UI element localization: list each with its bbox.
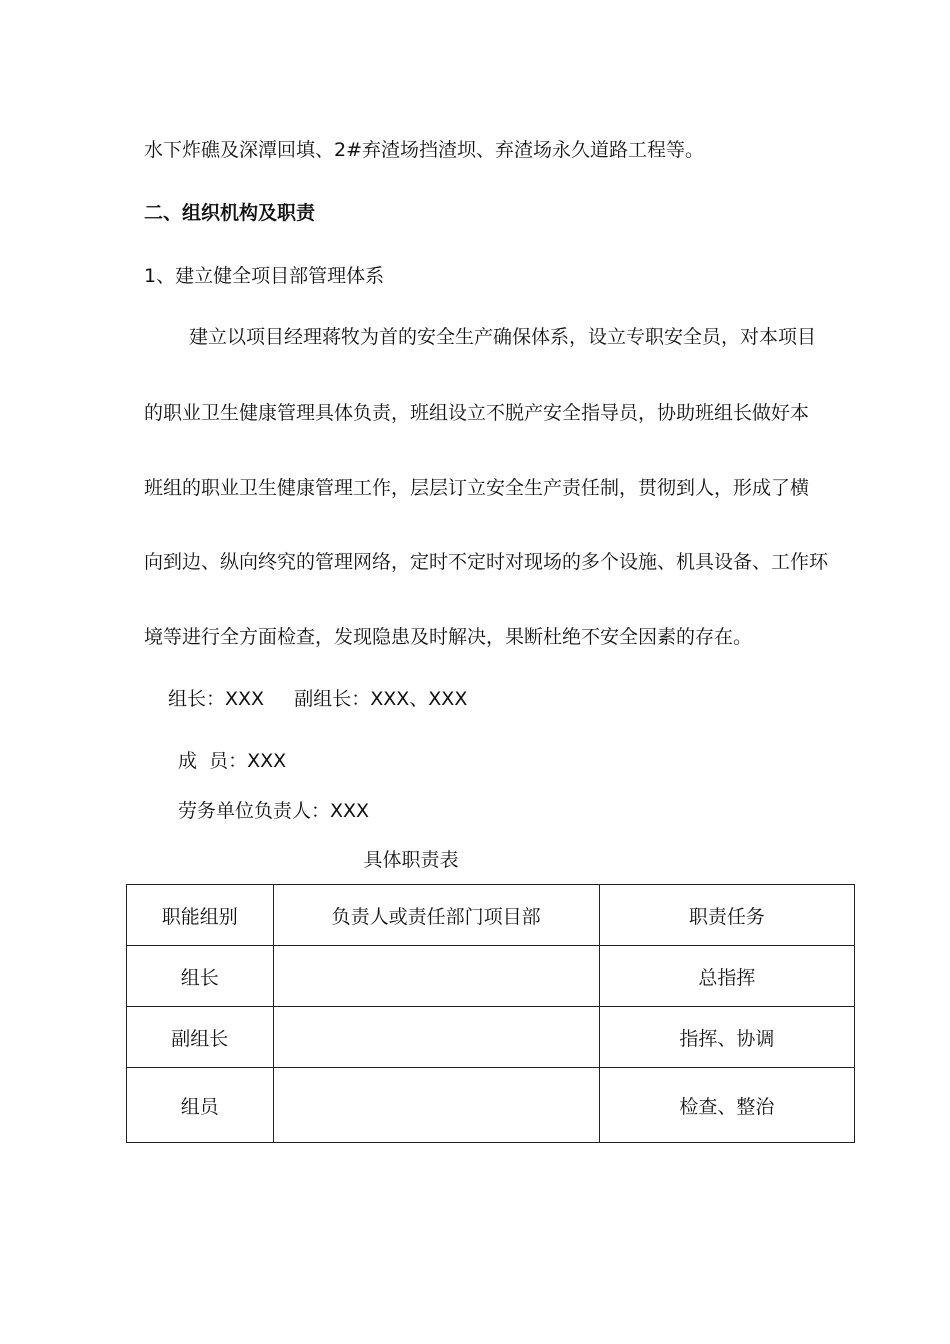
table-row: [127, 1007, 855, 1068]
header-cell: 职能组别: [127, 885, 274, 946]
labor-leader-line: 劳务单位负责人：XXX: [178, 800, 370, 822]
table-title: 具体职责表: [363, 849, 459, 871]
table-row: [127, 946, 855, 1007]
section-heading: 二、组织机构及职责: [144, 202, 316, 224]
member-line: 成 员：XXX: [178, 750, 287, 772]
table-row: [127, 1068, 855, 1143]
intro-line: 水下炸礁及深潭回填、2#弃渣场挡渣坝、弃渣场永久道路工程等。: [144, 139, 705, 161]
leader-line: 组长：XXX 副组长：XXX、XXX: [168, 688, 468, 710]
paragraph-line-5: 境等进行全方面检查，发现隐患及时解决，果断杜绝不安全因素的存在。: [144, 626, 753, 648]
duty-table: [126, 884, 855, 1143]
table-cell: 指挥、协调: [599, 1007, 854, 1068]
subheading: 1、建立健全项目部管理体系: [144, 265, 385, 287]
table-cell: 组员: [127, 1068, 274, 1143]
table-header-row: [127, 885, 855, 946]
table-cell: 副组长: [127, 1007, 274, 1068]
paragraph-line-3: 班组的职业卫生健康管理工作，层层订立安全生产责任制，贯彻到人，形成了横: [144, 477, 810, 499]
table-cell: [273, 1068, 599, 1143]
header-cell: 职责任务: [599, 885, 854, 946]
paragraph-line-4: 向到边、纵向终究的管理网络，定时不定时对现场的多个设施、机具设备、工作环: [144, 551, 829, 573]
table-cell: 检查、整治: [599, 1068, 854, 1143]
table-cell: [273, 946, 599, 1007]
paragraph-line-2: 的职业卫生健康管理具体负责，班组设立不脱产安全指导员，协助班组长做好本: [144, 402, 810, 424]
table-cell: [273, 1007, 599, 1068]
table-cell: 组长: [127, 946, 274, 1007]
table-cell: 总指挥: [599, 946, 854, 1007]
paragraph-line-1: 建立以项目经理蒋牧为首的安全生产确保体系，设立专职安全员，对本项目: [189, 326, 817, 348]
header-cell: 负责人或责任部门项目部: [273, 885, 599, 946]
